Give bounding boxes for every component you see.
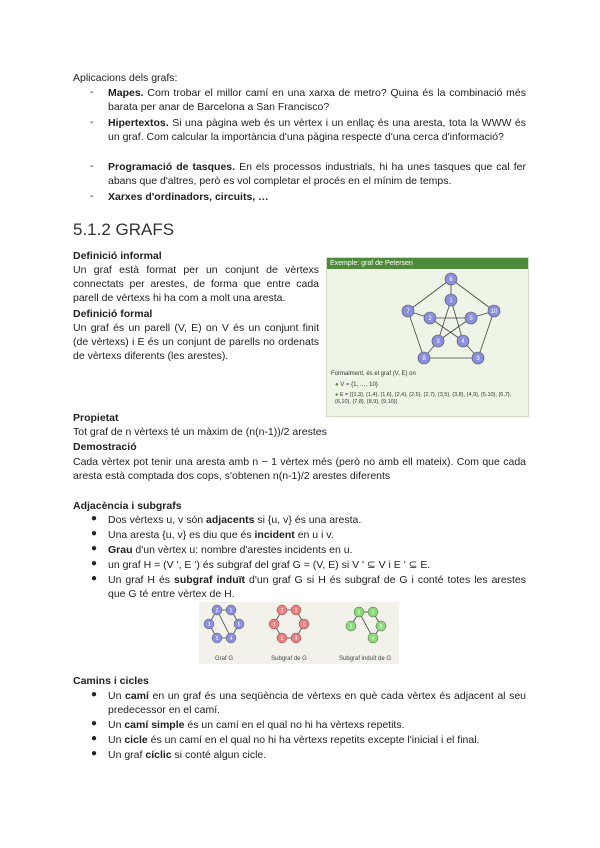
applications-heading: Aplicacions dels grafs:: [73, 72, 178, 84]
propietat-text: Tot graf de n vèrtexs té un màxim de (n(n-1))/2 arestes: [73, 426, 327, 438]
list-item: Un camí en un graf és una seqüència de vèrtexs en què cada vèrtex és adjacent al seu predecessor en el camí.: [108, 690, 526, 716]
list-item: Grau d'un vèrtex u: nombre d'arestes incidents en u.: [108, 544, 353, 556]
svg-text:2: 2: [428, 316, 432, 322]
svg-text:9: 9: [476, 356, 480, 362]
svg-text:6: 6: [379, 624, 383, 630]
svg-text:1: 1: [449, 298, 453, 304]
svg-text:5: 5: [469, 316, 473, 322]
svg-text:1: 1: [229, 608, 233, 614]
def-informal-title: Definició informal: [73, 250, 162, 262]
svg-text:6: 6: [302, 622, 306, 628]
svg-text:2: 2: [280, 608, 284, 614]
petersen-header: Exemple: graf de Petersen: [327, 258, 528, 269]
section-title: 5.1.2 GRAFS: [73, 220, 175, 239]
adj-title: Adjacència i subgrafs: [73, 500, 182, 512]
svg-text:5: 5: [215, 636, 219, 642]
list-item: Programació de tasques. En els processos industrials, hi ha unes tasques que cal fer abans que d'altres, però es vol completar el procés en el mínim de temps.: [108, 161, 526, 187]
svg-text:4: 4: [371, 636, 375, 642]
demo-text: Cada vèrtex pot tenir una aresta amb n − 1 vèrtex més (però no amb ell mateix). Com que cada aresta està comptada dos cops, s'obtenen n(n-1)/2 arestes diferents: [73, 456, 526, 482]
svg-text:8: 8: [422, 356, 426, 362]
svg-text:4: 4: [229, 636, 233, 642]
list-item: un graf H = (V ', E ') és subgraf del graf G = (V, E) si V ' ⊆ V i E ' ⊆ E.: [108, 559, 431, 571]
graph-g: [204, 605, 244, 643]
caption-induced: Subgraf induït de G: [338, 656, 392, 662]
svg-text:1: 1: [294, 608, 298, 614]
petersen-v-line: ● V = {1, …, 10}: [335, 382, 378, 388]
svg-text:2: 2: [215, 608, 219, 614]
petersen-e-line: ● E = {{1,3}, {1,4}, {1,6}, {2,4}, {2,5}, {2,7}, {3,5}, {3,8}, {4,9}, {5,10}, {6,7}, {6,10}, {7,8}, {8,9}, {9,10}}: [335, 392, 512, 405]
svg-text:7: 7: [406, 309, 410, 315]
svg-text:4: 4: [461, 339, 465, 345]
svg-text:3: 3: [207, 622, 211, 628]
petersen-formal-line: Formalment, és el graf (V, E) on: [331, 371, 416, 377]
list-item: Dos vèrtexs u, v són adjacents si {u, v} és una aresta.: [108, 514, 362, 526]
subgraph-figure: [199, 602, 399, 664]
def-formal-text: Un graf és un parell (V, E) on V és un conjunt finit (de vèrtexs) i E és un conjunt de parells no ordenats de vèrtexs diferents (les arestes).: [73, 322, 319, 362]
subgraph-diagrams: [199, 602, 399, 664]
graph-subgraph: [269, 605, 309, 643]
list-item: Xarxes d'ordinadors, circuits, …: [108, 191, 269, 203]
svg-text:3: 3: [349, 624, 353, 630]
svg-text:6: 6: [237, 622, 241, 628]
svg-text:4: 4: [294, 636, 298, 642]
list-item: Un cicle és un camí en el qual no hi ha vèrtexs repetits excepte l'inicial i el final.: [108, 734, 480, 746]
list-item: Un graf cíclic si conté algun cicle.: [108, 749, 267, 761]
list-item: Un graf H és subgraf induït d'un graf G si H és subgraf de G i conté totes les arestes que G té entre vèrtex de H.: [108, 574, 527, 600]
def-formal-title: Definició formal: [73, 308, 153, 320]
list-item: Mapes. Com trobar el millor camí en una xarxa de metro? Quina és la combinació més barata per anar de Barcelona a San Francisco?: [108, 87, 526, 113]
propietat-title: Propietat: [73, 412, 119, 424]
caption-graph-g: Graf G: [214, 656, 234, 662]
list-item: Hipertextos. Si una pàgina web és un vèrtex i un enllaç és una aresta, tota la WWW és un graf. Com calcular la importància d'una pàgina respecte d'una cerca d'informació?: [108, 117, 526, 143]
svg-text:1: 1: [371, 610, 375, 616]
list-item: Un camí simple és un camí en el qual no hi ha vèrtexs repetits.: [108, 719, 405, 731]
graph-induced-subgraph: [346, 607, 386, 643]
svg-text:10: 10: [490, 309, 498, 315]
petersen-figure: [326, 257, 529, 417]
demo-title: Demostració: [73, 441, 137, 453]
def-informal-text: Un graf està format per un conjunt de vèrtexs connectats per arestes, de forma que entre cada parell de vèrtexs hi ha com a molt una aresta.: [73, 264, 319, 304]
svg-text:6: 6: [449, 277, 453, 283]
svg-text:2: 2: [357, 610, 361, 616]
svg-text:3: 3: [436, 339, 440, 345]
caption-subgraph: Subgraf de G: [271, 656, 307, 662]
svg-text:3: 3: [272, 622, 276, 628]
svg-text:5: 5: [280, 636, 284, 642]
camins-title: Camins i cicles: [73, 675, 149, 687]
list-item: Una aresta {u, v} es diu que és incident en u i v.: [108, 529, 334, 541]
